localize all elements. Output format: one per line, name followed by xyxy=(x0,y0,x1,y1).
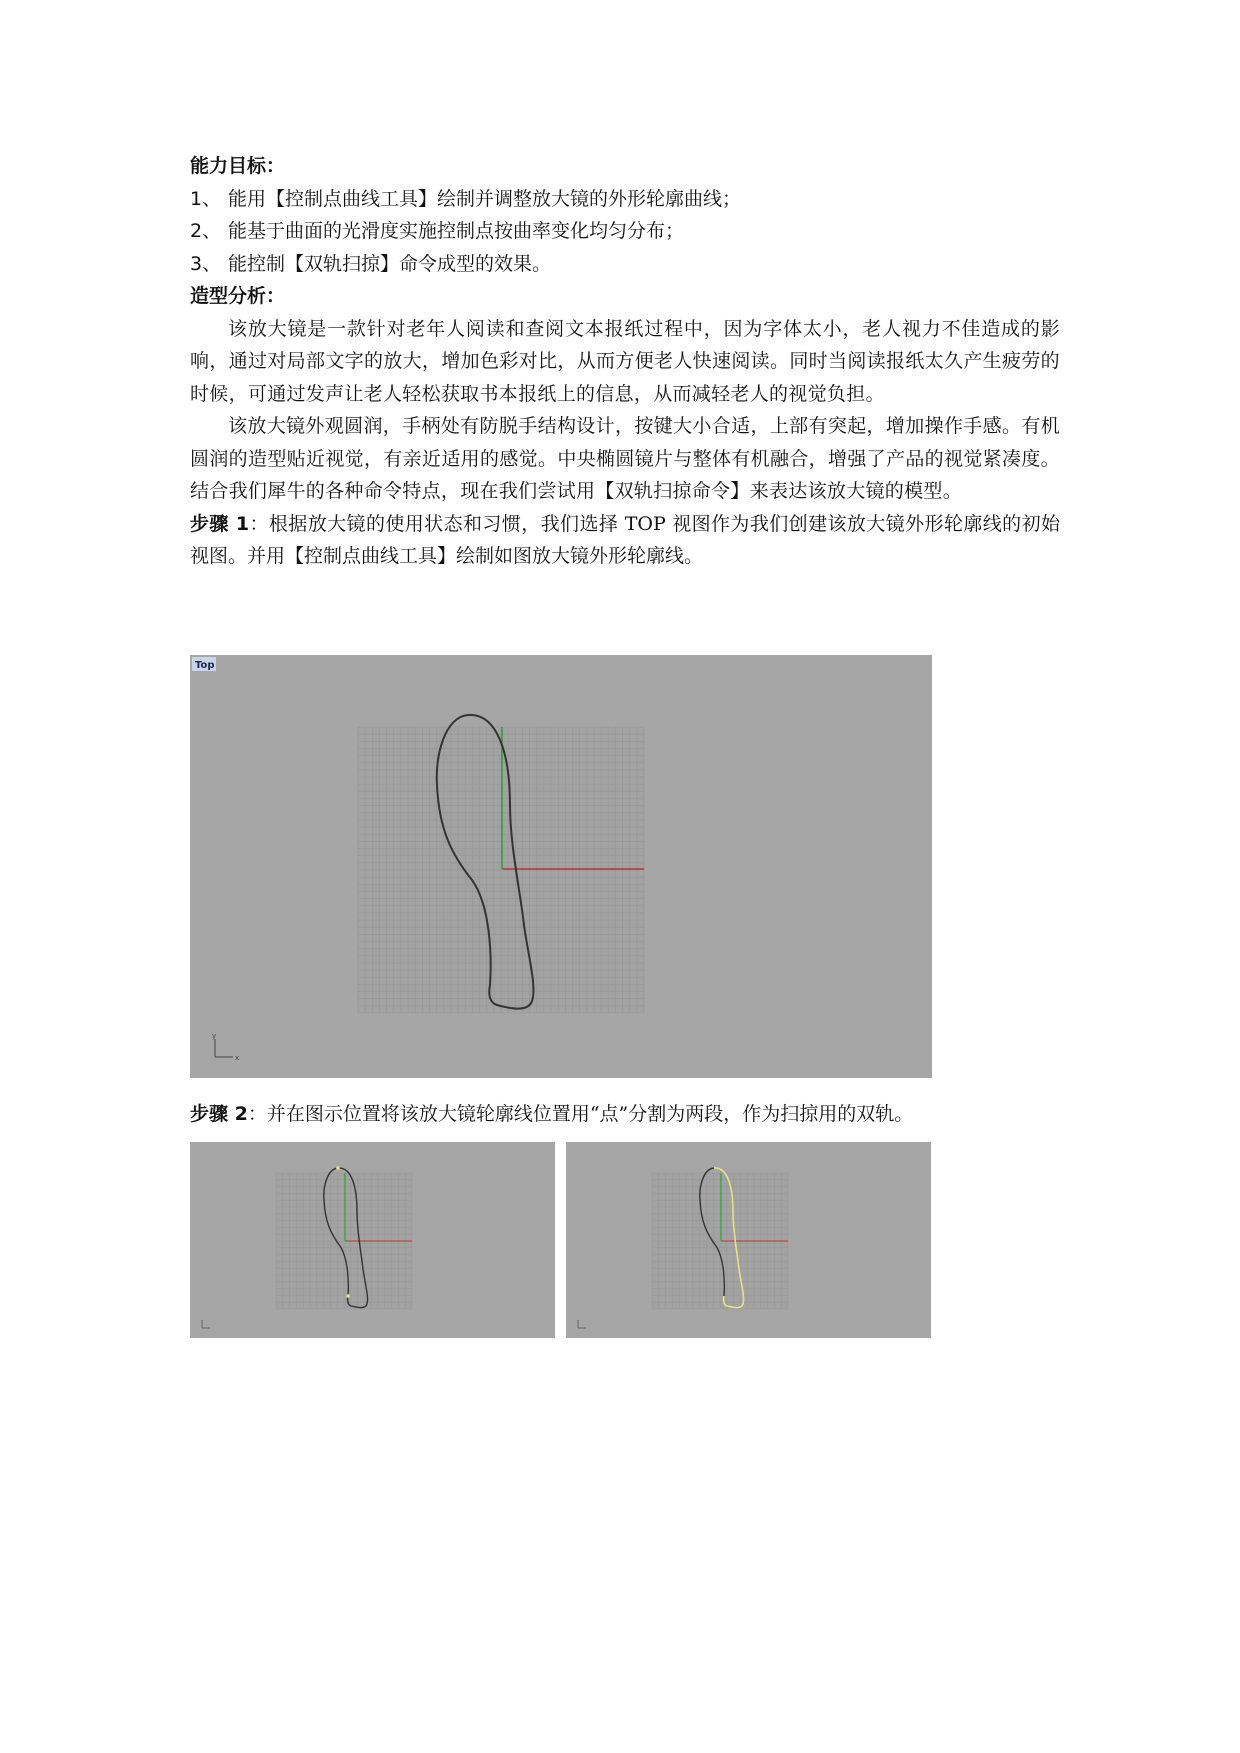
step-1-text: ：根据放大镜的使用状态和习惯，我们选择 TOP 视图作为我们创建该放大镜外形轮廓线的初始视图。并用【控制点曲线工具】绘制如图放大镜外形轮廓线。 xyxy=(190,512,1060,567)
split-point-top xyxy=(336,1166,340,1170)
axis-y-letter: y xyxy=(212,1032,217,1040)
split-viewport-left xyxy=(190,1142,555,1338)
goal-number: 2、 xyxy=(190,220,222,242)
split-point-bottom xyxy=(346,1294,350,1298)
step-2-text: ：并在图示位置将该放大镜轮廓线位置用“点”分割为两段，作为扫掠用的双轨。 xyxy=(247,1103,914,1125)
goal-item-1 xyxy=(190,183,1060,216)
split-viewport-right xyxy=(566,1142,931,1338)
goal-number: 1、 xyxy=(190,187,222,210)
goal-item-3 xyxy=(190,248,1060,281)
step-2 xyxy=(190,1098,1060,1131)
goal-text: 能用【控制点曲线工具】绘制并调整放大镜的外形轮廓曲线； xyxy=(228,187,742,210)
goal-text: 能基于曲面的光滑度实施控制点按曲率变化均匀分布； xyxy=(228,220,685,242)
goal-item-2 xyxy=(190,215,1060,248)
goal-number: 3、 xyxy=(190,252,222,275)
step-2-block xyxy=(190,1098,1060,1131)
goal-text: 能控制【双轨扫掠】命令成型的效果。 xyxy=(228,252,552,275)
step-1 xyxy=(190,508,1060,573)
section-title-shape-analysis: 造型分析： xyxy=(190,285,286,307)
top-viewport-figure xyxy=(190,655,932,1078)
section-title-ability-goals: 能力目标： xyxy=(190,155,286,177)
grid-area xyxy=(358,727,644,1013)
viewport-label: Top xyxy=(195,660,215,671)
step-2-label: 步骤 2 xyxy=(190,1103,248,1125)
document-body xyxy=(190,150,1060,573)
analysis-paragraph-2: 该放大镜外观圆润，手柄处有防脱手结构设计，按键大小合适，上部有突起，增加操作手感。有机圆润的造型贴近视觉，有亲近适用的感觉。中央椭圆镜片与整体有机融合，增强了产品的视觉紧凑度。结合我们犀牛的各种命令特点，现在我们尝试用【双轨扫掠命令】来表达该放大镜的模型。 xyxy=(190,415,1060,502)
axis-x-letter: x xyxy=(235,1054,240,1062)
step-1-label: 步骤 1 xyxy=(190,512,250,535)
analysis-paragraph-1: 该放大镜是一款针对老年人阅读和查阅文本报纸过程中，因为字体太小，老人视力不佳造成的影响，通过对局部文字的放大，增加色彩对比，从而方便老人快速阅读。同时当阅读报纸太久产生疲劳的时候，可通过发声让老人轻松获取书本报纸上的信息，从而减轻老人的视觉负担。 xyxy=(190,317,1060,405)
